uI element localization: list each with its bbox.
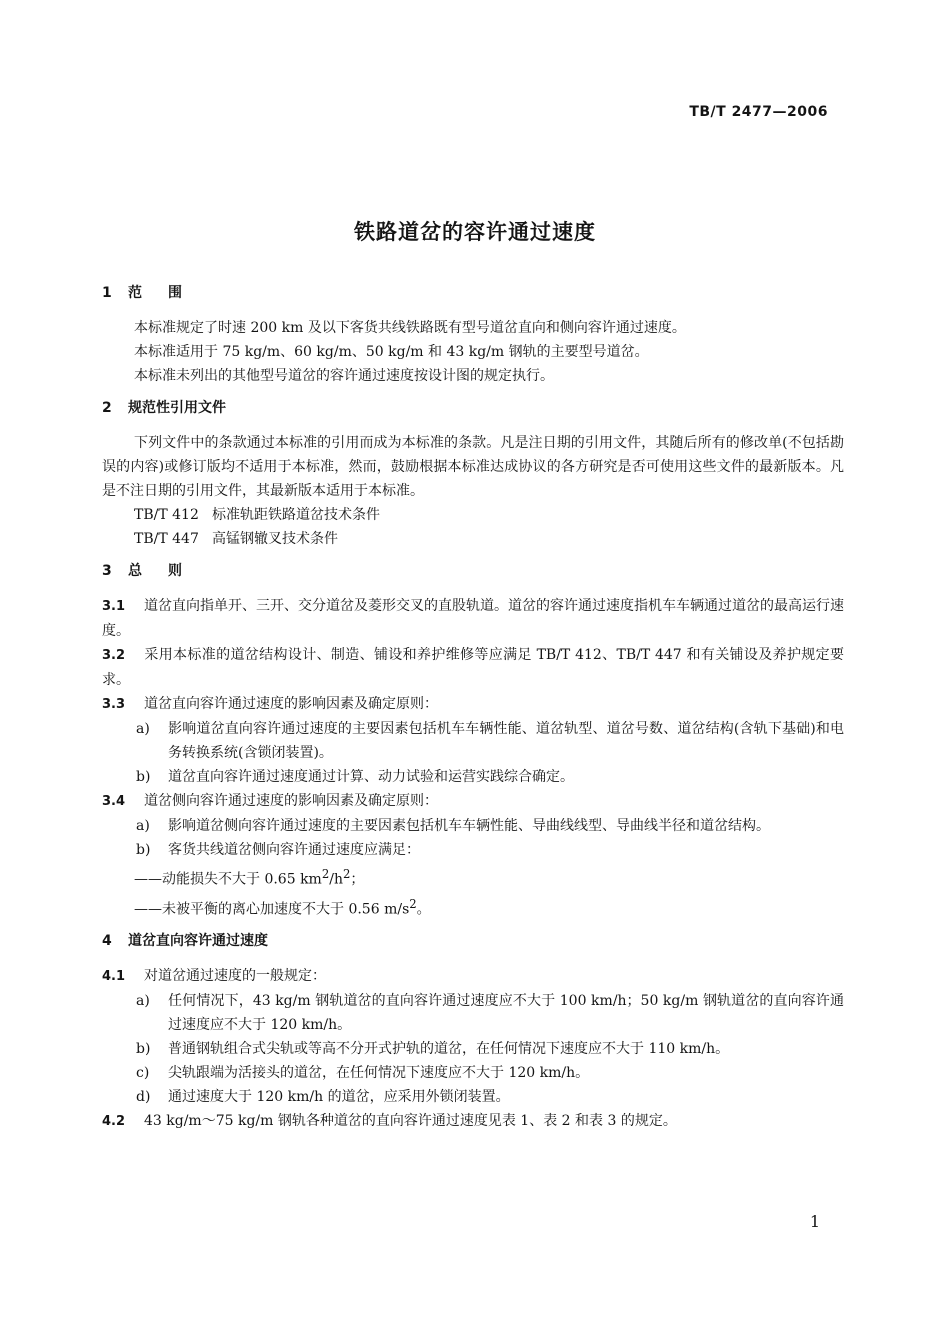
dash-text: ——未被平衡的离心加速度不大于 0.56 m/s (134, 901, 410, 918)
section-title: 范围 (128, 285, 208, 301)
section-2-body (102, 431, 844, 551)
list-item (102, 765, 844, 789)
clause-4-1 (102, 964, 844, 989)
list-text: 任何情况下，43 kg/m 钢轨道岔的直向容许通过速度应不大于 100 km/h；50 kg/m 钢轨道岔的直向容许通过速度应不大于 120 km/h。 (168, 993, 844, 1034)
document-number: TB/T 2477—2006 (689, 104, 828, 120)
section-1-heading (102, 281, 844, 305)
list-text: 客货共线道岔侧向容许通过速度应满足： (168, 842, 420, 858)
clause-3-2 (102, 643, 844, 692)
paragraph: 本标准未列出的其他型号道岔的容许通过速度按设计图的规定执行。 (134, 368, 554, 384)
section-number: 4 (102, 933, 112, 950)
list-label: a) (136, 818, 150, 834)
list-item (102, 989, 844, 1037)
section-number: 1 (102, 285, 112, 301)
clause-number: 4.1 (102, 969, 126, 985)
superscript: 2 (409, 896, 417, 911)
reference-title: 标准轨距铁路道岔技术条件 (212, 507, 380, 523)
list-item (102, 838, 844, 862)
reference-code: TB/T 412 (134, 507, 199, 523)
dash-item (102, 892, 844, 922)
clause-number: 3.2 (102, 648, 126, 663)
list-text: 尖轨跟端为活接头的道岔，在任何情况下速度应不大于 120 km/h。 (168, 1065, 590, 1082)
section-2-heading (102, 396, 844, 420)
dash-text: /h (329, 871, 343, 888)
dash-text: ——动能损失不大于 0.65 km (134, 871, 322, 888)
clause-3-3 (102, 692, 844, 717)
list-label: a) (136, 721, 150, 737)
section-title: 规范性引用文件 (128, 400, 226, 416)
page-number: 1 (809, 1212, 820, 1231)
reference-title: 高锰钢辙叉技术条件 (212, 531, 338, 547)
page-title: 铁路道岔的容许通过速度 (354, 220, 596, 244)
list-label: b) (136, 842, 151, 858)
paragraph: 本标准适用于 75 kg/m、60 kg/m、50 kg/m 和 43 kg/m 钢轨的主要型号道岔。 (134, 344, 649, 360)
section-title: 道岔直向容许通过速度 (128, 933, 268, 950)
list-label: b) (136, 1041, 151, 1058)
clause-4-2 (102, 1109, 844, 1134)
paragraph: 下列文件中的条款通过本标准的引用而成为本标准的条款。凡是注日期的引用文件，其随后所有的修改单(不包括勘误的内容)或修订版均不适用于本标准，然而，鼓励根据本标准达成协议的各方研究是否可使用这些文件的最新版本。凡是不注日期的引用文件，其最新版本适用于本标准。 (102, 435, 844, 499)
section-3-heading (102, 559, 844, 583)
dash-text: ； (350, 871, 365, 888)
list-text: 影响道岔直向容许通过速度的主要因素包括机车车辆性能、道岔轨型、道岔号数、道岔结构(含轨下基础)和电务转换系统(含锁闭装置)。 (168, 721, 844, 761)
superscript: 2 (321, 867, 330, 881)
list-label: a) (136, 993, 150, 1010)
clause-number: 4.2 (102, 1114, 126, 1130)
list-item (102, 1061, 844, 1085)
section-4-heading (102, 929, 844, 953)
reference-item (102, 503, 844, 527)
section-number: 2 (102, 400, 112, 416)
clause-3-4 (102, 789, 844, 814)
reference-code: TB/T 447 (134, 531, 199, 547)
list-text: 影响道岔侧向容许通过速度的主要因素包括机车车辆性能、导曲线线型、导曲线半径和道岔结构。 (168, 818, 770, 834)
clause-number: 3.1 (102, 599, 126, 614)
clause-3-1 (102, 594, 844, 643)
list-item (102, 1085, 844, 1109)
section-3-body (102, 594, 844, 921)
section-1-body (102, 316, 844, 388)
list-label: d) (136, 1089, 151, 1106)
clause-text: 对道岔通过速度的一般规定： (144, 968, 326, 985)
reference-item (102, 527, 844, 551)
section-number: 3 (102, 563, 112, 579)
clause-text: 道岔直向指单开、三开、交分道岔及菱形交叉的直股轨道。道岔的容许通过速度指机车车辆通过道岔的最高运行速度。 (102, 598, 844, 639)
list-text: 道岔直向容许通过速度通过计算、动力试验和运营实践综合确定。 (168, 769, 574, 785)
list-label: c) (136, 1065, 150, 1082)
clause-number: 3.4 (102, 794, 126, 809)
superscript: 2 (343, 867, 351, 881)
clause-number: 3.3 (102, 697, 126, 712)
paragraph: 本标准规定了时速 200 km 及以下客货共线铁路既有型号道岔直向和侧向容许通过速度。 (134, 320, 686, 336)
section-title: 总则 (128, 563, 208, 579)
clause-text: 43 kg/m～75 kg/m 钢轨各种道岔的直向容许通过速度见表 1、表 2 和表 3 的规定。 (144, 1113, 677, 1130)
section-4-body (102, 964, 844, 1134)
dash-text: 。 (416, 901, 431, 918)
list-item (102, 814, 844, 838)
clause-text: 采用本标准的道岔结构设计、制造、铺设和养护维修等应满足 TB/T 412、TB/T 447 和有关铺设及养护规定要求。 (102, 647, 844, 688)
document-body (102, 281, 844, 1142)
clause-text: 道岔侧向容许通过速度的影响因素及确定原则： (144, 793, 438, 809)
clause-text: 道岔直向容许通过速度的影响因素及确定原则： (144, 696, 438, 712)
list-item (102, 1037, 844, 1061)
list-text: 普通钢轨组合式尖轨或等高不分开式护轨的道岔，在任何情况下速度应不大于 110 km/h。 (168, 1041, 730, 1058)
list-label: b) (136, 769, 151, 785)
list-text: 通过速度大于 120 km/h 的道岔，应采用外锁闭装置。 (168, 1089, 510, 1106)
list-item (102, 717, 844, 765)
dash-item (102, 862, 844, 892)
